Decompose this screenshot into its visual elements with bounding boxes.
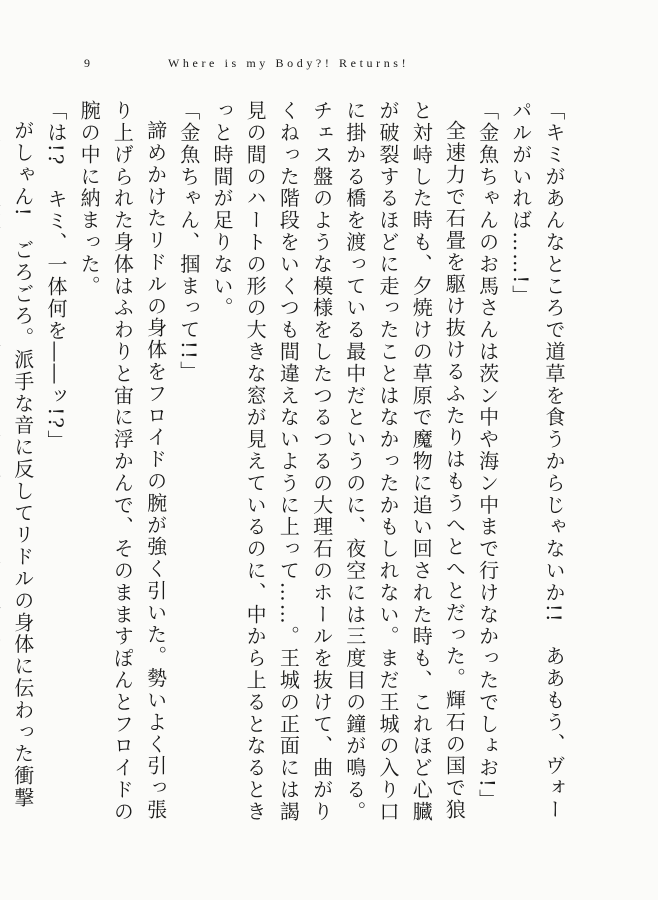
paragraph: 「キミがあんなところで道草を食うからじゃないか!! ああもう、ヴォーパルがいれば……!」 <box>508 100 566 821</box>
paragraph: 「金魚ちゃん、掴まって!!」 <box>176 100 201 383</box>
page-number: 9 <box>84 56 91 70</box>
paragraph: がしゃん! ごろごろ。派手な音に反してリドルの身体に伝わった衝撃 <box>10 120 35 809</box>
paragraph: 全速力で石畳を駆け抜けるふたりはもうへとへとだった。輝石の国で狼と対峙した時も、夕焼けの草原で魔物に追い回された時も、これほど心臓が破裂するほどに走ったことはなかったかもしれない。まだ王城の入り口に掛かる橋を渡っている最中だというのに、夜空には三度目の鐘が鳴る。チェス盤のような模様をしたつるつるの大理石のホールを抜けて、曲がりくねった階段をいくつも間違えないように上って……。王城の正面には謁見の間のハートの形の大きな窓が見えているのに、中から上るとなるときっと時間が足りない。 <box>209 100 467 823</box>
vertical-text-body <box>10 100 570 830</box>
running-header-title: Where is my Body?! Returns! <box>168 56 410 70</box>
paragraph: 「は!? キミ、一体何を――ッ!?」 <box>43 100 68 452</box>
paragraph: 「金魚ちゃんのお馬さんは茨ン中や海ン中まで行けなかったでしょお!」 <box>475 100 500 811</box>
paragraph: 諦めかけたリドルの身体をフロイドの腕が強く引いた。勢いよく引っ張り上げられた身体はふわりと宙に浮かんで、そのまますぽんとフロイドの腕の中に納まった。 <box>77 100 168 823</box>
